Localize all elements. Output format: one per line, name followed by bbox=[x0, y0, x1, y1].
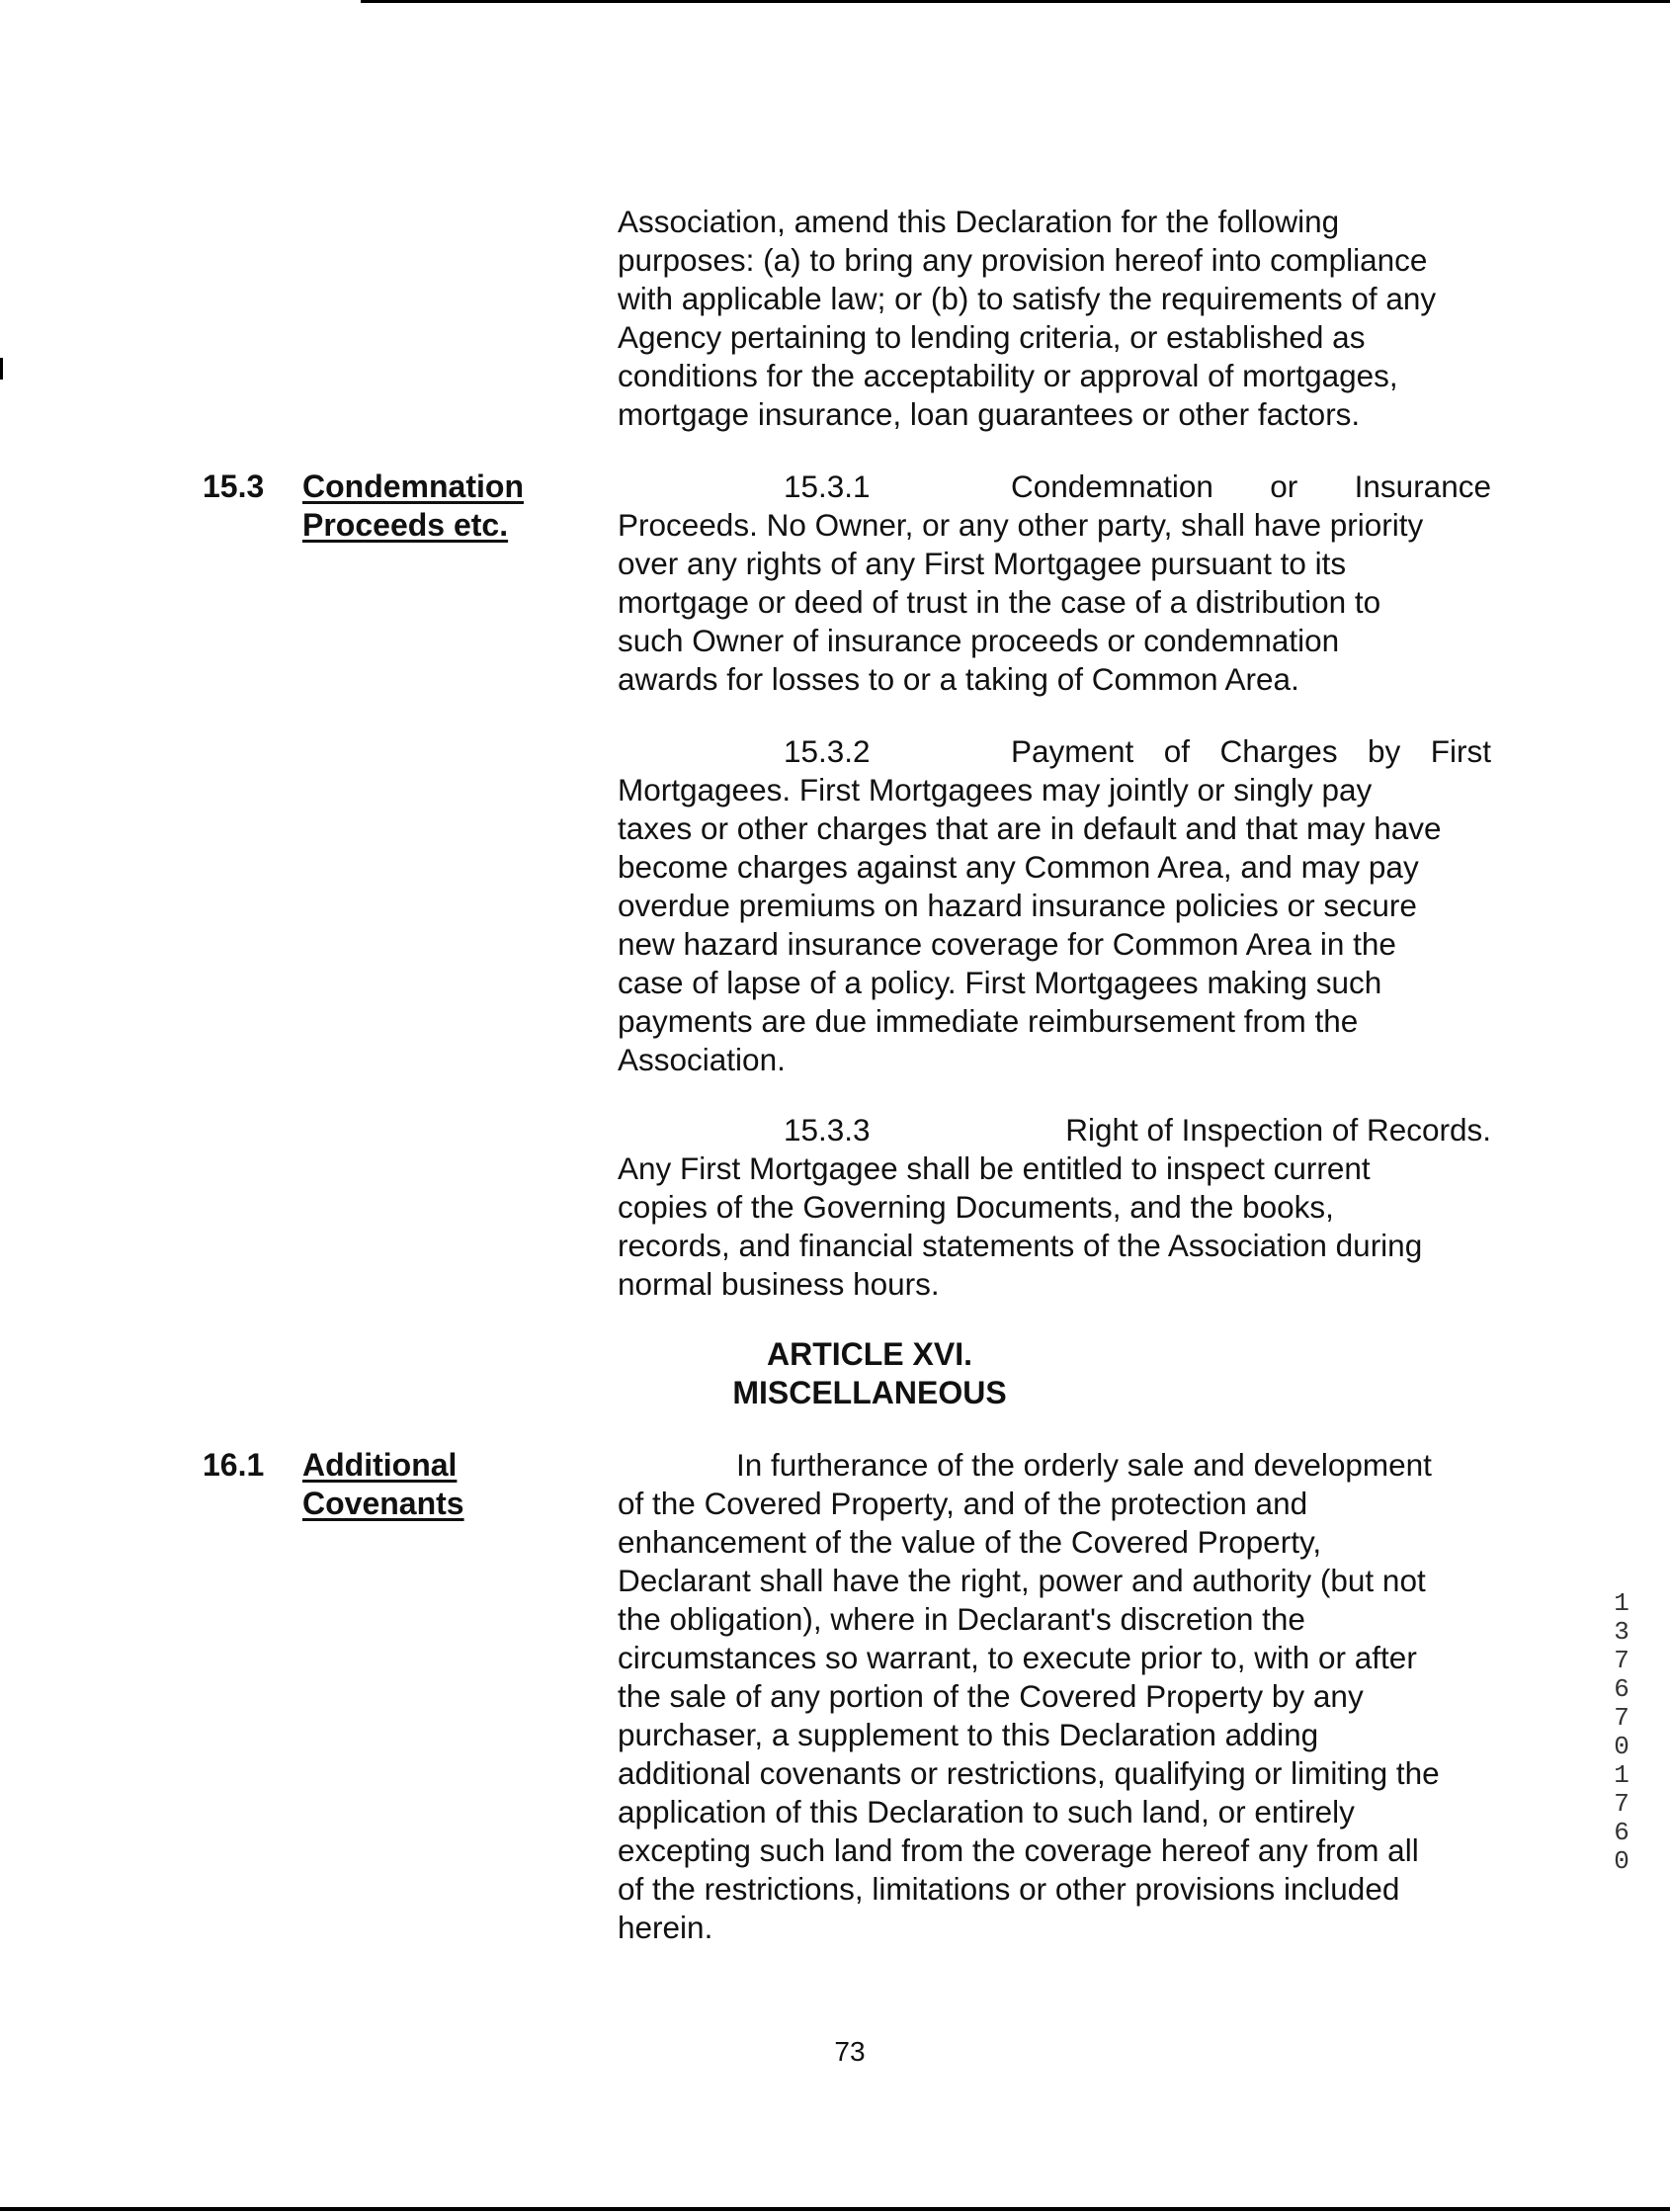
text-line: with applicable law; or (b) to satisfy the requirements of any bbox=[618, 281, 1437, 316]
text-line: mortgage or deed of trust in the case of a distribution to bbox=[618, 584, 1381, 620]
text-line: of the Covered Property, and of the protection and bbox=[618, 1486, 1308, 1521]
section-16-1-number: 16.1 bbox=[203, 1447, 265, 1483]
section-16-1-title-line2: Covenants bbox=[302, 1486, 464, 1521]
subsection-heading-line bbox=[618, 468, 1491, 506]
section-15-3-title-line2: Proceeds etc. bbox=[302, 507, 509, 543]
subsection-15-3-1 bbox=[618, 468, 1491, 699]
text-line: conditions for the acceptability or approval of mortgages, bbox=[618, 358, 1398, 393]
subsection-title bbox=[1011, 732, 1491, 771]
text-line: copies of the Governing Documents, and the books, bbox=[618, 1189, 1334, 1225]
text-line: case of lapse of a policy. First Mortgagees making such bbox=[618, 965, 1382, 1000]
indented-text: In furtherance of the orderly sale and development bbox=[736, 1447, 1432, 1483]
text-line: Association, amend this Declaration for the following bbox=[618, 204, 1340, 239]
title-word: Payment bbox=[1011, 733, 1134, 769]
title-word: Charges bbox=[1219, 733, 1338, 769]
subsection-number: 15.3.3 bbox=[784, 1112, 871, 1148]
title-word: First bbox=[1430, 733, 1491, 769]
subsection-title bbox=[1011, 1111, 1491, 1149]
text-line: records, and financial statements of the Association during bbox=[618, 1228, 1423, 1263]
text-line: taxes or other charges that are in default and that may have bbox=[618, 810, 1442, 846]
text-line: circumstances so warrant, to execute prior to, with or after bbox=[618, 1640, 1417, 1675]
title-word: by bbox=[1368, 733, 1401, 769]
text-line: new hazard insurance coverage for Common Area in the bbox=[618, 926, 1396, 962]
article-title: MISCELLANEOUS bbox=[732, 1375, 1007, 1410]
text-line: overdue premiums on hazard insurance policies or secure bbox=[618, 888, 1417, 923]
text-line: mortgage insurance, loan guarantees or other factors. bbox=[618, 396, 1361, 432]
text-line: Declarant shall have the right, power and authority (but not bbox=[618, 1563, 1426, 1598]
text-line: of the restrictions, limitations or other provisions included bbox=[618, 1871, 1400, 1907]
recording-stamp: 13767 01760 bbox=[1614, 1588, 1629, 1876]
text-line: Association. bbox=[618, 1042, 786, 1077]
left-margin-mark bbox=[0, 358, 3, 380]
text-line: Agency pertaining to lending criteria, or established as bbox=[618, 319, 1366, 355]
title-word: Insurance bbox=[1354, 468, 1491, 504]
intro-paragraph bbox=[618, 203, 1491, 434]
text-line: over any rights of any First Mortgagee pursuant to its bbox=[618, 546, 1347, 581]
subsection-title bbox=[1011, 468, 1491, 506]
text-line: Any First Mortgagee shall be entitled to inspect current bbox=[618, 1150, 1371, 1186]
text-line: herein. bbox=[618, 1910, 713, 1945]
text-line: Proceeds. No Owner, or any other party, shall have priority bbox=[618, 507, 1424, 543]
page-number: 73 bbox=[834, 2036, 866, 2067]
text-line: excepting such land from the coverage hereof any from all bbox=[618, 1832, 1419, 1868]
subsection-15-3-2 bbox=[618, 732, 1491, 1079]
subsection-15-3-3 bbox=[618, 1111, 1491, 1304]
text-line: Mortgagees. First Mortgagees may jointly or singly pay bbox=[618, 772, 1373, 808]
title-word: of bbox=[1163, 733, 1191, 769]
text-line: become charges against any Common Area, and may pay bbox=[618, 849, 1419, 885]
text-line: additional covenants or restrictions, qualifying or limiting the bbox=[618, 1755, 1440, 1791]
text-line: the sale of any portion of the Covered Property by any bbox=[618, 1678, 1364, 1714]
title-word: or bbox=[1270, 468, 1298, 504]
section-15-3-number: 15.3 bbox=[203, 468, 265, 504]
text-line: normal business hours. bbox=[618, 1266, 940, 1302]
text-line-first bbox=[618, 1446, 1491, 1485]
section-15-3-title-line1: Condemnation bbox=[302, 468, 524, 504]
subsection-number: 15.3.1 bbox=[784, 468, 871, 504]
text-line: application of this Declaration to such land, or entirely bbox=[618, 1794, 1355, 1829]
text-line: purchaser, a supplement to this Declaration adding bbox=[618, 1717, 1319, 1752]
text-line: such Owner of insurance proceeds or condemnation bbox=[618, 623, 1340, 658]
subsection-heading-line bbox=[618, 1111, 1491, 1149]
section-16-1-title-line1: Additional bbox=[302, 1447, 458, 1483]
text-line: enhancement of the value of the Covered Property, bbox=[618, 1524, 1322, 1560]
text-line: purposes: (a) to bring any provision hereof into compliance bbox=[618, 242, 1428, 278]
subsection-heading-line bbox=[618, 732, 1491, 771]
subsection-number: 15.3.2 bbox=[784, 733, 871, 769]
text-line: payments are due immediate reimbursement from the bbox=[618, 1003, 1359, 1039]
top-border-line bbox=[361, 0, 1670, 3]
title-word: Condemnation bbox=[1011, 468, 1213, 504]
article-number: ARTICLE XVI. bbox=[766, 1336, 972, 1372]
title-word: Right of Inspection of Records. bbox=[1065, 1112, 1491, 1148]
section-16-1-paragraph bbox=[618, 1446, 1491, 1947]
text-line: awards for losses to or a taking of Common Area. bbox=[618, 661, 1299, 697]
bottom-border-line bbox=[0, 2207, 1670, 2211]
text-line: the obligation), where in Declarant's discretion the bbox=[618, 1601, 1305, 1637]
